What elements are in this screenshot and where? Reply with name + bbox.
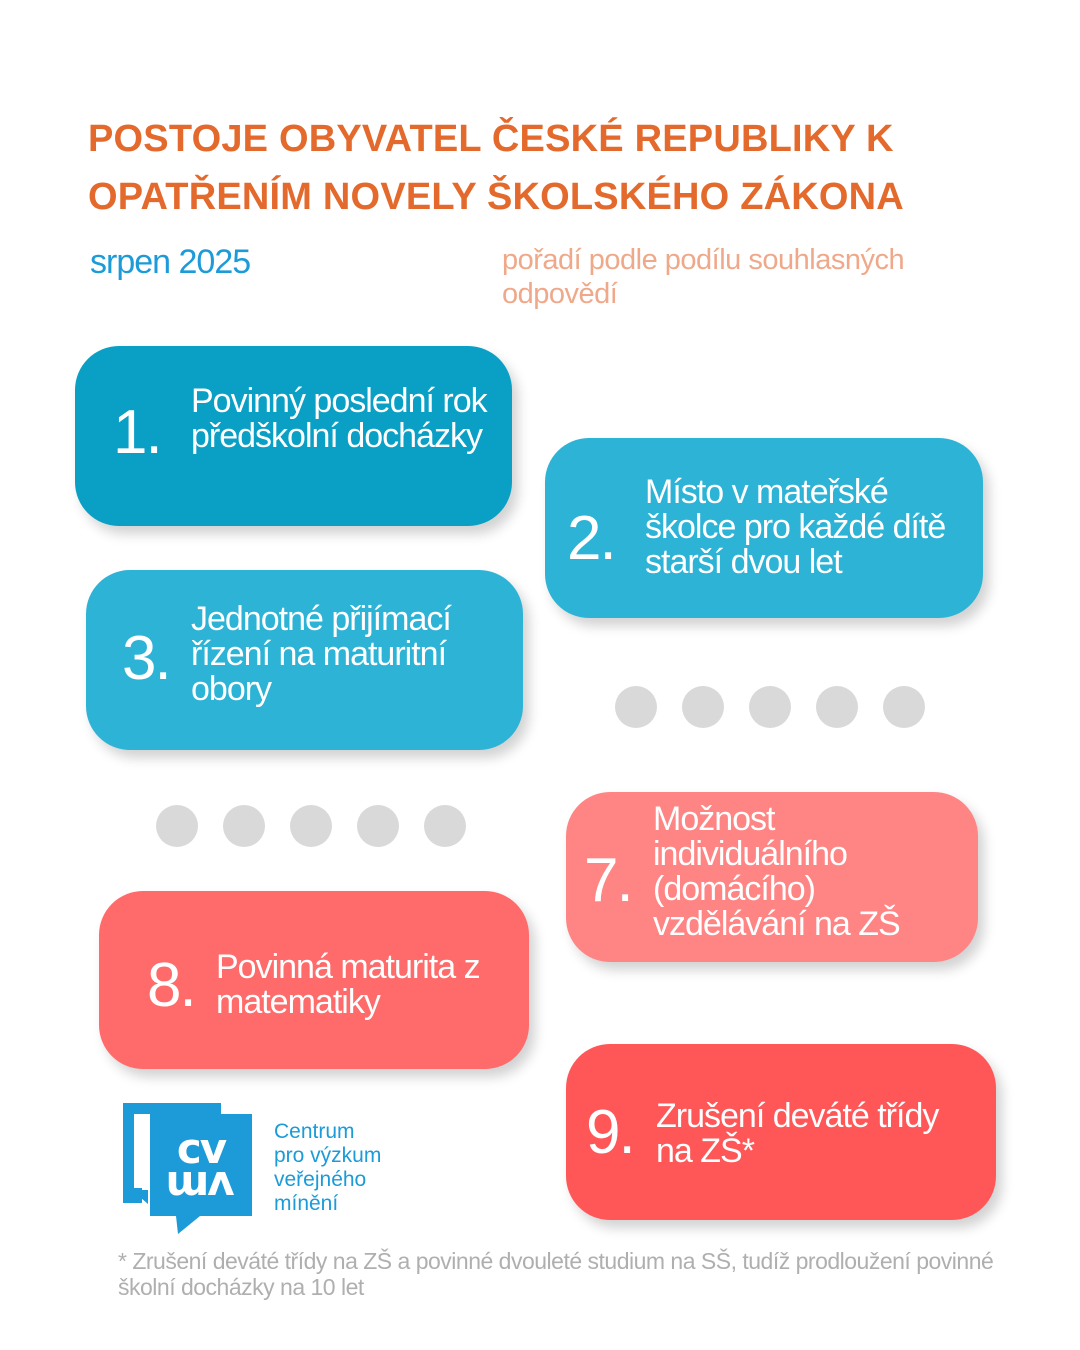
rank-number: 2. [567,504,615,573]
dot [749,686,791,728]
dot [424,805,466,847]
rank-number: 9. [586,1098,634,1167]
dot [883,686,925,728]
logo-line-1: Centrum [274,1120,355,1143]
rank-text: Místo v mateřské školce pro každé dítě starší dvou let [645,473,946,581]
rank-text: Možnost individuálního (domácího) vzdělávání na ZŠ [653,800,900,943]
rank-card-9 [566,1044,996,1220]
dot [223,805,265,847]
dot [682,686,724,728]
svg-text:vm: vm [167,1162,235,1211]
svg-text:cv: cv [176,1124,226,1173]
dot [357,805,399,847]
survey-date: srpen 2025 [90,243,251,281]
rank-text: Povinný poslední rok předškolní docházky [191,382,487,455]
rank-card-1 [75,346,512,526]
rank-text: Jednotné přijímací řízení na maturitní obory [191,600,451,708]
ranking-note: pořadí podle podílu souhlasných odpovědí [502,244,905,310]
page-title [88,110,1028,226]
ellipsis-dots-right [615,686,925,728]
logo-line-2: pro výzkum [274,1144,382,1167]
title-line-2: OPATŘENÍM NOVELY ŠKOLSKÉHO ZÁKONA [88,176,904,218]
rank-card-2 [545,438,983,618]
rank-card-7 [566,792,978,962]
rank-text: Povinná maturita z matematiky [216,948,480,1021]
rank-number: 3. [122,624,170,693]
rank-number: 1. [113,398,161,467]
rank-card-8 [99,891,529,1069]
ellipsis-dots-left [156,805,466,847]
dot [615,686,657,728]
rank-number: 8. [147,951,195,1020]
rank-text: Zrušení deváté třídy na ZŠ* [656,1097,939,1170]
title-line-1: POSTOJE OBYVATEL ČESKÉ REPUBLIKY K [88,118,894,160]
dot [290,805,332,847]
logo-line-4: mínění [274,1192,339,1215]
rank-card-3 [86,570,523,750]
footnote: * Zrušení deváté třídy na ZŠ a povinné dvouleté studium na SŠ, tudíž prodloužení povinné školní docházky na 10 let [118,1248,994,1300]
cvvm-logo-icon [120,1100,260,1240]
logo-caption [274,1120,381,1216]
dot [816,686,858,728]
rank-number: 7. [584,846,632,915]
logo-line-3: veřejného [274,1168,367,1191]
dot [156,805,198,847]
